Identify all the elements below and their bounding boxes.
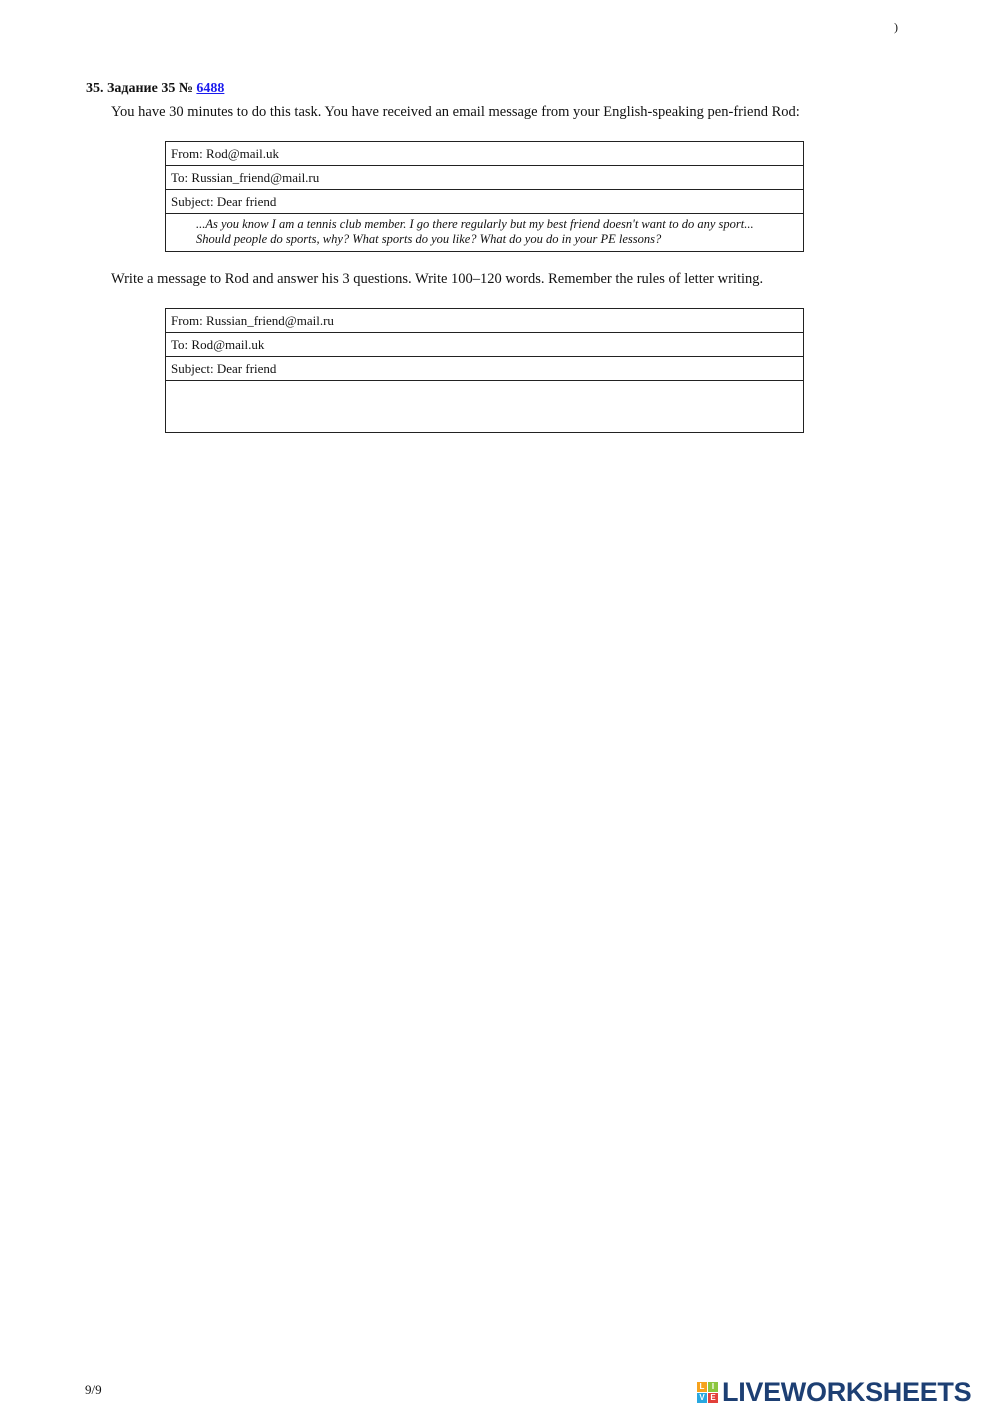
received-email-to: To: Russian_friend@mail.ru (166, 166, 804, 190)
task-heading-label: 35. Задание 35 № (86, 81, 197, 96)
reply-email-from: From: Russian_friend@mail.ru (166, 309, 804, 333)
logo-letter: V (697, 1393, 707, 1403)
task-number-link[interactable]: 6488 (196, 81, 225, 96)
received-email-to-row (166, 166, 804, 190)
logo-letter: L (697, 1382, 707, 1392)
task-heading (86, 81, 224, 97)
task-instruction-text: Write a message to Rod and answer his 3 questions. Write 100–120 words. Remember the rules of letter writing. (111, 271, 764, 287)
received-email-subject: Subject: Dear friend (166, 190, 804, 214)
received-email-from-row (166, 142, 804, 166)
reply-email-to: To: Rod@mail.uk (166, 333, 804, 357)
reply-answer-cell (166, 381, 804, 433)
brand-name: LIVEWORKSHEETS (722, 1377, 972, 1407)
received-email-from: From: Rod@mail.uk (166, 142, 804, 166)
reply-email-answer-row (166, 381, 804, 433)
liveworksheets-brand (697, 1378, 971, 1406)
received-email-message (166, 214, 804, 252)
reply-email-table (165, 308, 804, 433)
task-intro-text: You have 30 minutes to do this task. You have received an email message from your English-speaking pen-friend Rod: (111, 104, 800, 120)
received-email-table (165, 141, 804, 252)
reply-answer-field[interactable] (166, 381, 803, 432)
message-line: ...As you know I am a tennis club member. I go there regularly but my best friend doesn't want to do any sport... (196, 217, 754, 231)
reply-email-from-row (166, 309, 804, 333)
message-line: Should people do sports, why? What sports do you like? What do you do in your PE lessons? (196, 232, 662, 246)
reply-email-to-row (166, 333, 804, 357)
logo-letter: I (708, 1382, 718, 1392)
reply-email-subject: Subject: Dear friend (166, 357, 804, 381)
page-corner-mark: ) (894, 20, 898, 34)
logo-letter: E (708, 1393, 718, 1403)
page-number: 9/9 (85, 1382, 102, 1397)
received-email-subject-row (166, 190, 804, 214)
received-email-message-row (166, 214, 804, 252)
reply-email-subject-row (166, 357, 804, 381)
liveworksheets-logo-icon (697, 1382, 718, 1403)
